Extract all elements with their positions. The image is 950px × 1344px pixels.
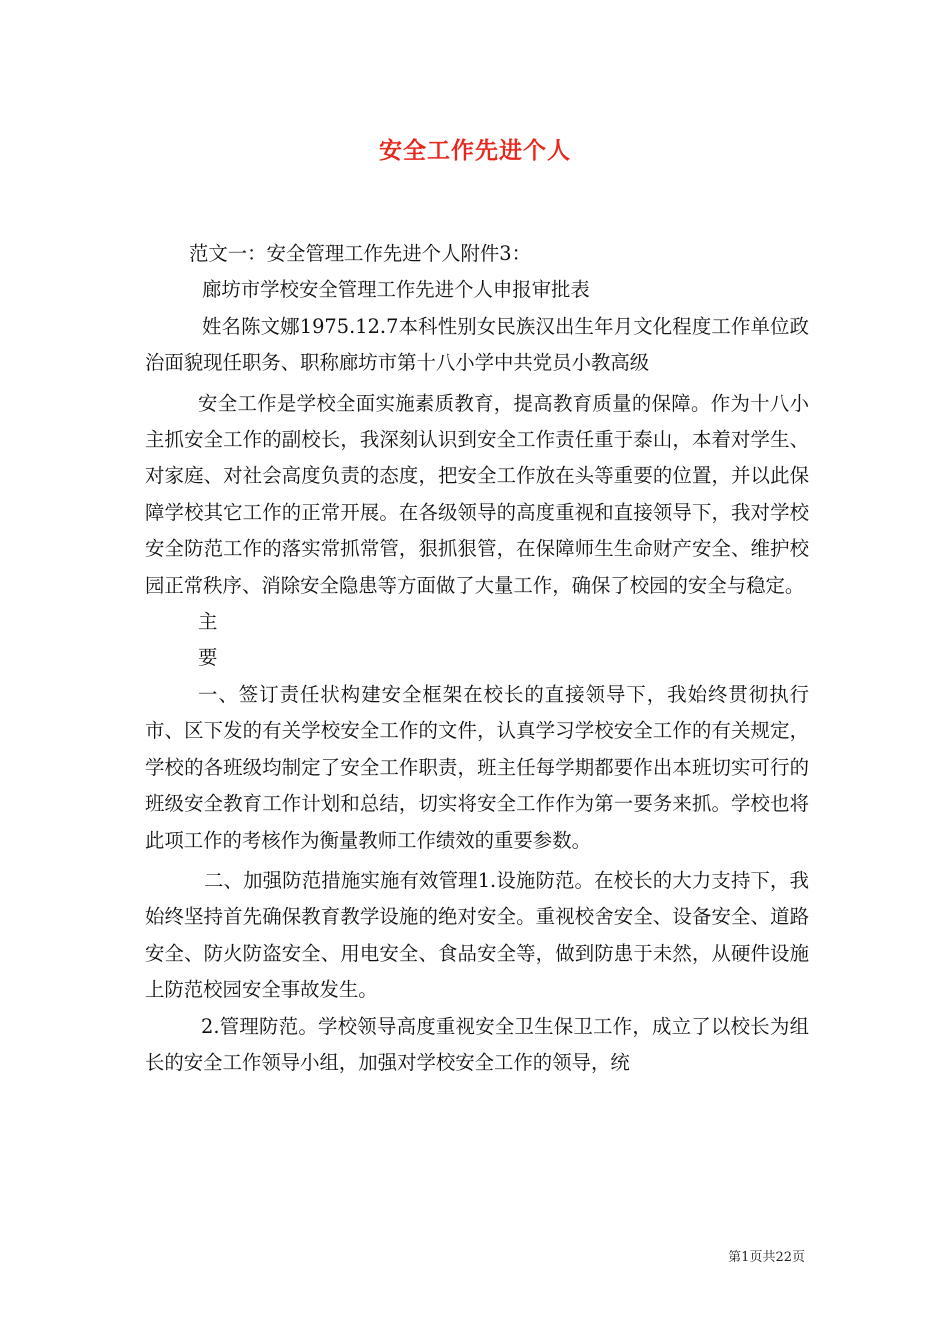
- paragraph-section-two: 二、加强防范措施实施有效管理1.设施防范。在校长的大力支持下，我始终坚持首先确保教育教学设施的绝对安全。重视校舍安全、设备安全、道路安全、防火防盗安全、用电安全、食品安全等，做到防患于未然，从硬件设施上防范校园安全事故发生。: [145, 868, 809, 1002]
- paragraph-management: 2.管理防范。学校领导高度重视安全卫生保卫工作，成立了以校长为组长的安全工作领导小组，加强对学校安全工作的领导，统: [145, 1014, 809, 1074]
- document-title: 安全工作先进个人: [379, 137, 571, 164]
- paragraph-heading-char-2: 要: [198, 646, 218, 670]
- paragraph-intro: 范文一：安全管理工作先进个人附件3：: [189, 242, 531, 265]
- paragraph-heading-char-1: 主: [198, 610, 218, 634]
- paragraph-form-title: 廊坊市学校安全管理工作先进个人申报审批表: [202, 278, 590, 302]
- paragraph-summary: 安全工作是学校全面实施素质教育，提高教育质量的保障。作为十八小主抓安全工作的副校长，我深刻认识到安全工作责任重于泰山，本着对学生、对家庭、对社会高度负责的态度，把安全工作放在头等重要的位置，并以此保障学校其它工作的正常开展。在各级领导的高度重视和直接领导下，我对学校安全防范工作的落实常抓常管，狠抓狠管，在保障师生生命财产安全、维护校园正常秩序、消除安全隐患等方面做了大量工作，确保了校园的安全与稳定。: [145, 391, 809, 597]
- paragraph-personal-info: 姓名陈文娜1975.12.7本科性别女民族汉出生年月文化程度工作单位政治面貌现任职务、职称廊坊市第十八小学中共党员小教高级: [145, 314, 809, 375]
- page-number: 第1页共22页: [728, 1250, 805, 1265]
- document-body: [145, 236, 809, 1081]
- paragraph-section-one: 一、签订责任状构建安全框架在校长的直接领导下，我始终贯彻执行市、区下发的有关学校安全工作的文件，认真学习学校安全工作的有关规定，学校的各班级均制定了安全工作职责，班主任每学期都要作出本班切实可行的班级安全教育工作计划和总结，切实将安全工作作为第一要务来抓。学校也将此项工作的考核作为衡量教师工作绩效的重要参数。: [145, 682, 809, 852]
